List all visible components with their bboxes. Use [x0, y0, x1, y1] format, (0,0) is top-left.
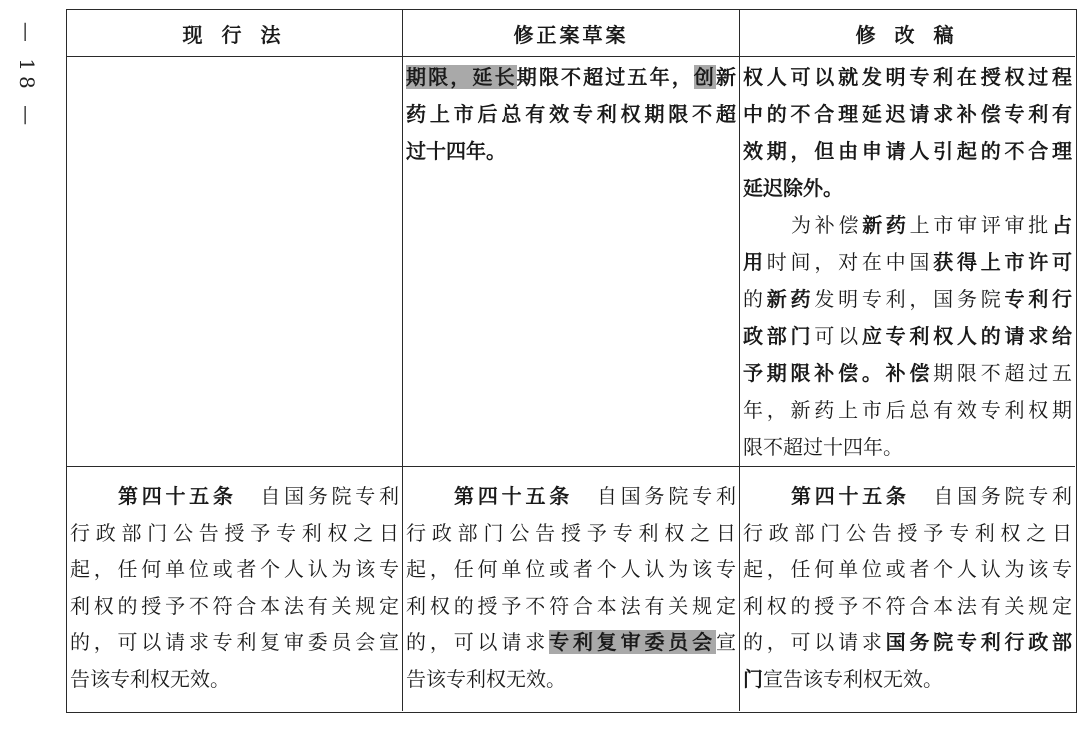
text-run: 行政部门公告授予专利权之日 — [70, 520, 399, 545]
bold-text: 第四十五条 — [791, 484, 910, 508]
header-current-law: 现 行 法 — [67, 10, 403, 57]
text-run: 自国务院专利 — [909, 484, 1073, 508]
text-run: 利权的授予不符合本法有关规定 — [70, 593, 399, 618]
paragraph — [406, 59, 736, 170]
text-line — [743, 515, 1072, 552]
text-run: 起，任何单位或者个人认为该专 — [70, 557, 399, 581]
text-run: 行政部门公告授予专利权之日 — [406, 520, 736, 545]
text-run: 自国务院专利 — [236, 484, 400, 508]
text-run: 的 — [743, 287, 767, 311]
text-run: 告该专利权无效。 — [406, 666, 566, 691]
bold-text: 予期限补偿。补偿 — [743, 361, 934, 385]
bold-text: 过十四年。 — [406, 139, 506, 163]
text-line — [743, 170, 1072, 207]
text-line — [406, 661, 736, 698]
text-line — [406, 59, 736, 96]
text-line — [743, 207, 1072, 244]
bold-text: 国务院专利行政部 — [885, 630, 1073, 654]
highlighted-text: 创 — [693, 65, 717, 89]
text-run: 利权的授予不符合本法有关规定 — [406, 593, 736, 618]
bold-text: 药上市后总有效专利权期限不超 — [406, 102, 736, 126]
header-amendment-draft: 修正案草案 — [403, 10, 740, 57]
paragraph — [406, 478, 736, 697]
bold-text: 期限不超过五年， — [516, 65, 694, 89]
text-line — [70, 661, 399, 698]
text-run: 利权的授予不符合本法有关规定 — [743, 593, 1072, 618]
text-line — [743, 355, 1072, 392]
bold-text: 第四十五条 — [118, 484, 237, 508]
bold-text: 第四十五条 — [454, 484, 574, 508]
text-run: 起，任何单位或者个人认为该专 — [406, 557, 736, 581]
text-line — [406, 96, 736, 133]
text-run: 的，可以请求专利复审委员会宣 — [70, 630, 399, 654]
bold-text: 新药 — [862, 213, 910, 237]
text-line — [406, 515, 736, 552]
text-run: 行政部门公告授予专利权之日 — [743, 520, 1072, 545]
paragraph — [743, 207, 1072, 466]
bold-text: 新药 — [766, 287, 815, 311]
text-run: 限不超过十四年。 — [743, 435, 903, 459]
text-line — [406, 624, 736, 661]
text-run: 期限不超过五 — [933, 361, 1073, 385]
header-revised-draft: 修 改 稿 — [740, 10, 1075, 57]
text-run: 可以 — [814, 324, 862, 348]
text-run: 为补偿 — [791, 213, 863, 237]
text-line — [743, 624, 1072, 661]
text-line — [743, 588, 1072, 625]
text-run: 发明专利，国务院 — [814, 287, 1005, 311]
paragraph — [743, 478, 1072, 697]
text-line — [743, 318, 1072, 355]
text-line — [743, 429, 1072, 466]
bold-text: 政部门 — [743, 324, 815, 348]
text-run: 上市审评审批 — [909, 213, 1053, 237]
highlighted-text: 期限，延长 — [406, 65, 517, 89]
bold-text: 门 — [743, 666, 763, 691]
cell-amendment-draft — [403, 57, 740, 467]
cell-current-law — [67, 57, 403, 467]
text-line — [743, 551, 1072, 588]
bold-text: 效期，但由申请人引起的不合理 — [743, 139, 1072, 163]
bold-text: 新 — [716, 65, 737, 89]
text-line — [70, 624, 399, 661]
text-run: 宣 — [716, 630, 737, 654]
text-line — [743, 133, 1072, 170]
text-line — [406, 478, 736, 515]
text-line — [743, 96, 1072, 133]
text-run: 的，可以请求 — [406, 630, 550, 654]
paragraph — [743, 59, 1072, 207]
highlighted-text: 专利复审委员会 — [549, 630, 717, 654]
text-line — [70, 478, 399, 515]
text-line — [406, 133, 736, 170]
bold-text: 应专利权人的请求给 — [861, 324, 1073, 348]
text-line — [70, 515, 399, 552]
comparison-table — [66, 9, 1077, 713]
cell-amendment-draft — [403, 467, 740, 711]
text-line — [743, 478, 1072, 515]
cell-revised-draft — [740, 57, 1075, 467]
bold-text: 用 — [743, 250, 767, 274]
bold-text: 专利行 — [1004, 287, 1073, 311]
text-line — [70, 551, 399, 588]
text-line — [743, 661, 1072, 698]
text-run: 自国务院专利 — [573, 484, 737, 508]
text-line — [743, 281, 1072, 318]
text-run: 的，可以请求 — [743, 630, 886, 654]
text-line — [406, 588, 736, 625]
bold-text: 中的不合理延迟请求补偿专利有 — [743, 102, 1072, 126]
page-number: — 18 — — [15, 21, 39, 131]
text-run: 起，任何单位或者个人认为该专 — [743, 557, 1072, 581]
text-run: 宣告该专利权无效。 — [763, 666, 943, 691]
text-line — [743, 244, 1072, 281]
cell-current-law — [67, 467, 403, 711]
text-run: 告该专利权无效。 — [70, 666, 230, 691]
text-line — [406, 551, 736, 588]
paragraph — [70, 478, 399, 697]
bold-text: 延迟除外。 — [743, 176, 843, 200]
bold-text: 占 — [1052, 213, 1073, 237]
bold-text: 权人可以就发明专利在授权过程 — [743, 65, 1072, 89]
cell-revised-draft — [740, 467, 1075, 711]
text-run: 年，新药上市后总有效专利权期 — [743, 398, 1072, 422]
text-line — [70, 588, 399, 625]
text-line — [743, 392, 1072, 429]
text-line — [743, 59, 1072, 96]
text-run: 时间，对在中国 — [766, 250, 934, 274]
bold-text: 获得上市许可 — [933, 250, 1073, 274]
